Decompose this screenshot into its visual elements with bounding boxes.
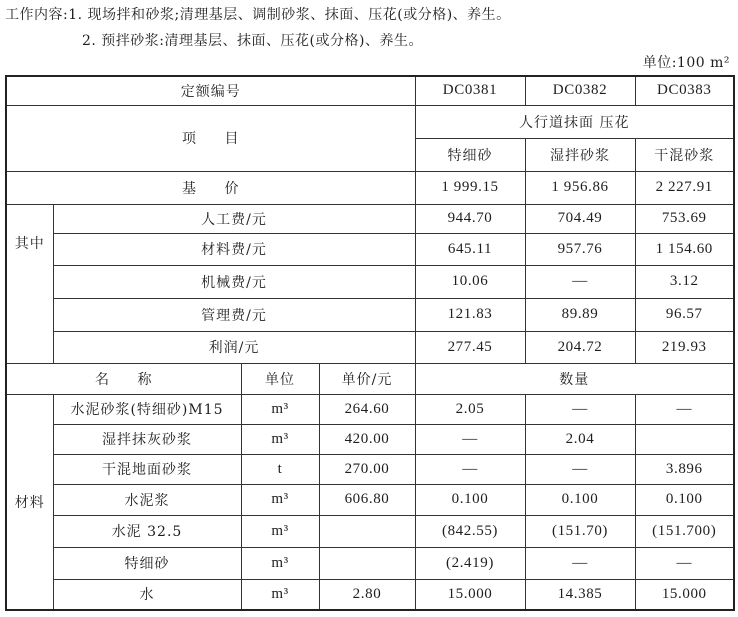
material-unit: t bbox=[241, 454, 319, 484]
material-qty: — bbox=[635, 547, 734, 579]
breakdown-value: 10.06 bbox=[415, 265, 525, 298]
breakdown-value: 753.69 bbox=[635, 204, 734, 233]
material-qty: (151.70) bbox=[525, 515, 635, 547]
table-row bbox=[6, 424, 734, 454]
base-price-label: 基 价 bbox=[6, 171, 415, 204]
material-unit: m³ bbox=[241, 424, 319, 454]
material-qty: 2.04 bbox=[525, 424, 635, 454]
base-price-1: 1 999.15 bbox=[415, 171, 525, 204]
material-name: 水 bbox=[53, 579, 241, 610]
table-row bbox=[6, 484, 734, 515]
quota-code-label: 定额编号 bbox=[6, 76, 415, 105]
material-unit: m³ bbox=[241, 515, 319, 547]
item-label: 项 目 bbox=[6, 105, 415, 171]
breakdown-item-name: 材料费/元 bbox=[53, 233, 415, 265]
row-machinery-cost bbox=[6, 265, 734, 298]
breakdown-item-name: 管理费/元 bbox=[53, 298, 415, 331]
breakdown-value: 204.72 bbox=[525, 331, 635, 363]
material-qty: — bbox=[415, 454, 525, 484]
material-name: 水泥砂浆(特细砂)M15 bbox=[53, 394, 241, 424]
material-qty: 3.896 bbox=[635, 454, 734, 484]
breakdown-value: 89.89 bbox=[525, 298, 635, 331]
materials-label: 材料 bbox=[6, 394, 53, 610]
row-labor-cost bbox=[6, 204, 734, 233]
material-qty: 14.385 bbox=[525, 579, 635, 610]
breakdown-value: 1 154.60 bbox=[635, 233, 734, 265]
material-qty: — bbox=[525, 454, 635, 484]
row-materials-header bbox=[6, 363, 734, 394]
breakdown-value: — bbox=[525, 265, 635, 298]
table-row bbox=[6, 394, 734, 424]
material-price: 420.00 bbox=[319, 424, 415, 454]
breakdown-value: 944.70 bbox=[415, 204, 525, 233]
row-base-price bbox=[6, 171, 734, 204]
material-unit: m³ bbox=[241, 547, 319, 579]
base-price-2: 1 956.86 bbox=[525, 171, 635, 204]
material-name: 特细砂 bbox=[53, 547, 241, 579]
variant-2: 湿拌砂浆 bbox=[525, 138, 635, 171]
material-qty: — bbox=[635, 394, 734, 424]
material-name: 水泥 32.5 bbox=[53, 515, 241, 547]
material-price: 264.60 bbox=[319, 394, 415, 424]
breakdown-value: 277.45 bbox=[415, 331, 525, 363]
material-qty: (2.419) bbox=[415, 547, 525, 579]
breakdown-item-name: 人工费/元 bbox=[53, 204, 415, 233]
table-row bbox=[6, 547, 734, 579]
work-content-line-2: 2. 预拌砂浆:清理基层、抹面、压花(或分格)、养生。 bbox=[82, 33, 423, 49]
breakdown-value: 645.11 bbox=[415, 233, 525, 265]
base-price-3: 2 227.91 bbox=[635, 171, 734, 204]
unit-note: 单位:100 m² bbox=[642, 55, 730, 71]
quota-table bbox=[5, 75, 735, 611]
material-qty: 2.05 bbox=[415, 394, 525, 424]
quota-code-3: DC0383 bbox=[635, 76, 734, 105]
work-content-line-1: 工作内容:1. 现场拌和砂浆;清理基层、调制砂浆、抹面、压花(或分格)、养生。 bbox=[5, 7, 511, 23]
item-group-label: 人行道抹面 压花 bbox=[415, 105, 734, 138]
material-name: 湿拌抹灰砂浆 bbox=[53, 424, 241, 454]
variant-1: 特细砂 bbox=[415, 138, 525, 171]
breakdown-value: 3.12 bbox=[635, 265, 734, 298]
breakdown-value: 96.57 bbox=[635, 298, 734, 331]
table-row bbox=[6, 454, 734, 484]
table-row bbox=[6, 515, 734, 547]
row-material-cost bbox=[6, 233, 734, 265]
material-qty-header: 数量 bbox=[415, 363, 734, 394]
variant-3: 干混砂浆 bbox=[635, 138, 734, 171]
material-price: 606.80 bbox=[319, 484, 415, 515]
row-management-cost bbox=[6, 298, 734, 331]
material-qty: 15.000 bbox=[635, 579, 734, 610]
material-qty: — bbox=[525, 547, 635, 579]
material-price-header: 单价/元 bbox=[319, 363, 415, 394]
breakdown-value: 704.49 bbox=[525, 204, 635, 233]
material-qty: 0.100 bbox=[525, 484, 635, 515]
material-qty: — bbox=[415, 424, 525, 454]
material-qty: (151.700) bbox=[635, 515, 734, 547]
material-name: 水泥浆 bbox=[53, 484, 241, 515]
material-price: 270.00 bbox=[319, 454, 415, 484]
material-qty: 15.000 bbox=[415, 579, 525, 610]
row-profit bbox=[6, 331, 734, 363]
breakdown-value: 957.76 bbox=[525, 233, 635, 265]
breakdown-item-name: 利润/元 bbox=[53, 331, 415, 363]
breakdown-value: 219.93 bbox=[635, 331, 734, 363]
material-unit: m³ bbox=[241, 484, 319, 515]
material-price bbox=[319, 515, 415, 547]
material-unit-header: 单位 bbox=[241, 363, 319, 394]
material-price: 2.80 bbox=[319, 579, 415, 610]
material-qty: — bbox=[525, 394, 635, 424]
material-unit: m³ bbox=[241, 579, 319, 610]
breakdown-label: 其中 bbox=[6, 204, 53, 363]
material-price bbox=[319, 547, 415, 579]
quota-code-1: DC0381 bbox=[415, 76, 525, 105]
breakdown-item-name: 机械费/元 bbox=[53, 265, 415, 298]
material-name: 干混地面砂浆 bbox=[53, 454, 241, 484]
row-quota-code bbox=[6, 76, 734, 105]
material-name-header: 名 称 bbox=[6, 363, 241, 394]
breakdown-value: 121.83 bbox=[415, 298, 525, 331]
material-qty bbox=[635, 424, 734, 454]
material-qty: (842.55) bbox=[415, 515, 525, 547]
material-unit: m³ bbox=[241, 394, 319, 424]
table-row bbox=[6, 579, 734, 610]
row-item-group bbox=[6, 105, 734, 138]
material-qty: 0.100 bbox=[415, 484, 525, 515]
quota-code-2: DC0382 bbox=[525, 76, 635, 105]
material-qty: 0.100 bbox=[635, 484, 734, 515]
